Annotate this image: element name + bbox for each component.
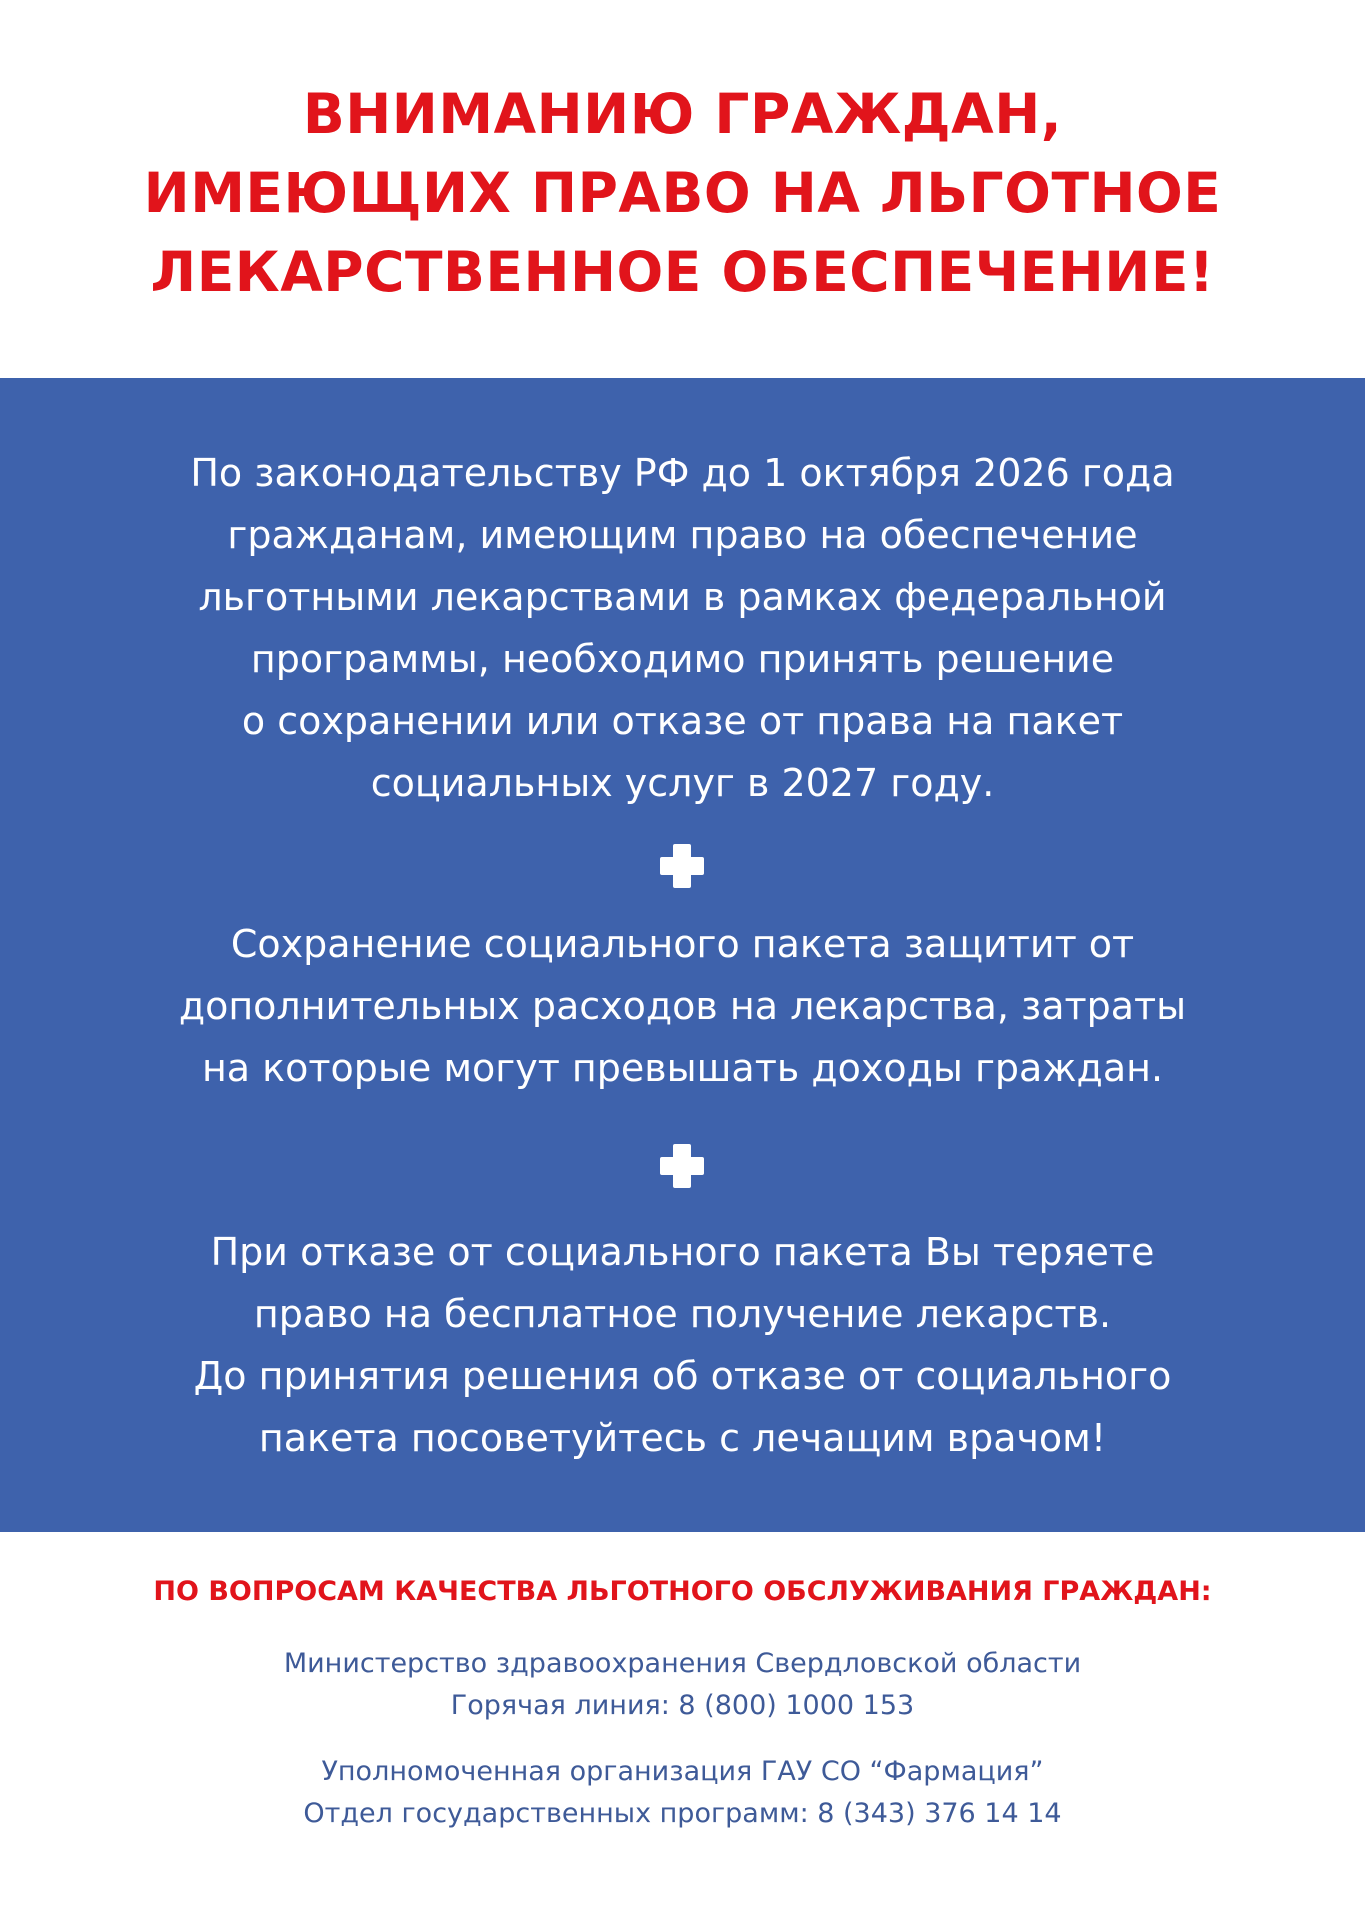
text-line: При отказе от социального пакета Вы теряете: [210, 1230, 1155, 1274]
text-line: дополнительных расходов на лекарства, затраты: [178, 984, 1187, 1028]
organization-name: Уполномоченная организация ГАУ СО “Фармация”: [321, 1756, 1044, 1787]
plus-cross-icon: [660, 1144, 704, 1188]
text-line: программы, необходимо принять решение: [250, 637, 1115, 681]
title-line: ИМЕЮЩИХ ПРАВО НА ЛЬГОТНОЕ: [143, 160, 1222, 225]
title-line: ЛЕКАРСТВЕННОЕ ОБЕСПЕЧЕНИЕ!: [150, 239, 1215, 304]
text-line: право на бесплатное получение лекарств.: [253, 1292, 1112, 1336]
text-line: гражданам, имеющим право на обеспечение: [227, 513, 1138, 557]
notice-panel: [0, 378, 1365, 1532]
page-title: [144, 67, 1222, 312]
notice-paragraph-deadline: [0, 442, 1365, 814]
text-line: До принятия решения об отказе от социального: [193, 1354, 1172, 1398]
text-line: По законодательству РФ до 1 октября 2026 года: [190, 451, 1175, 495]
text-line: Сохранение социального пакета защитит от: [230, 922, 1135, 966]
title-line: ВНИМАНИЮ ГРАЖДАН,: [302, 81, 1063, 146]
text-line: о сохранении или отказе от права на пакет: [241, 699, 1124, 743]
notice-paragraph-warning: [0, 1221, 1365, 1469]
organization-department: Отдел государственных программ: 8 (343) 376 14 14: [303, 1798, 1062, 1829]
ministry-hotline: Горячая линия: 8 (800) 1000 153: [450, 1690, 915, 1721]
ministry-name: Министерство здравоохранения Свердловской области: [283, 1648, 1082, 1679]
text-line: социальных услуг в 2027 году.: [370, 761, 995, 805]
contacts-heading: ПО ВОПРОСАМ КАЧЕСТВА ЛЬГОТНОГО ОБСЛУЖИВАНИЯ ГРАЖДАН:: [153, 1576, 1212, 1607]
text-line: на которые могут превышать доходы граждан.: [201, 1046, 1164, 1090]
organization-contact: [0, 1751, 1365, 1835]
notice-paragraph-benefit: [0, 913, 1365, 1099]
plus-cross-icon: [660, 844, 704, 888]
header: [0, 0, 1365, 378]
text-line: пакета посоветуйтесь с лечащим врачом!: [258, 1416, 1107, 1460]
ministry-contact: [0, 1643, 1365, 1727]
text-line: льготными лекарствами в рамках федеральной: [198, 575, 1167, 619]
